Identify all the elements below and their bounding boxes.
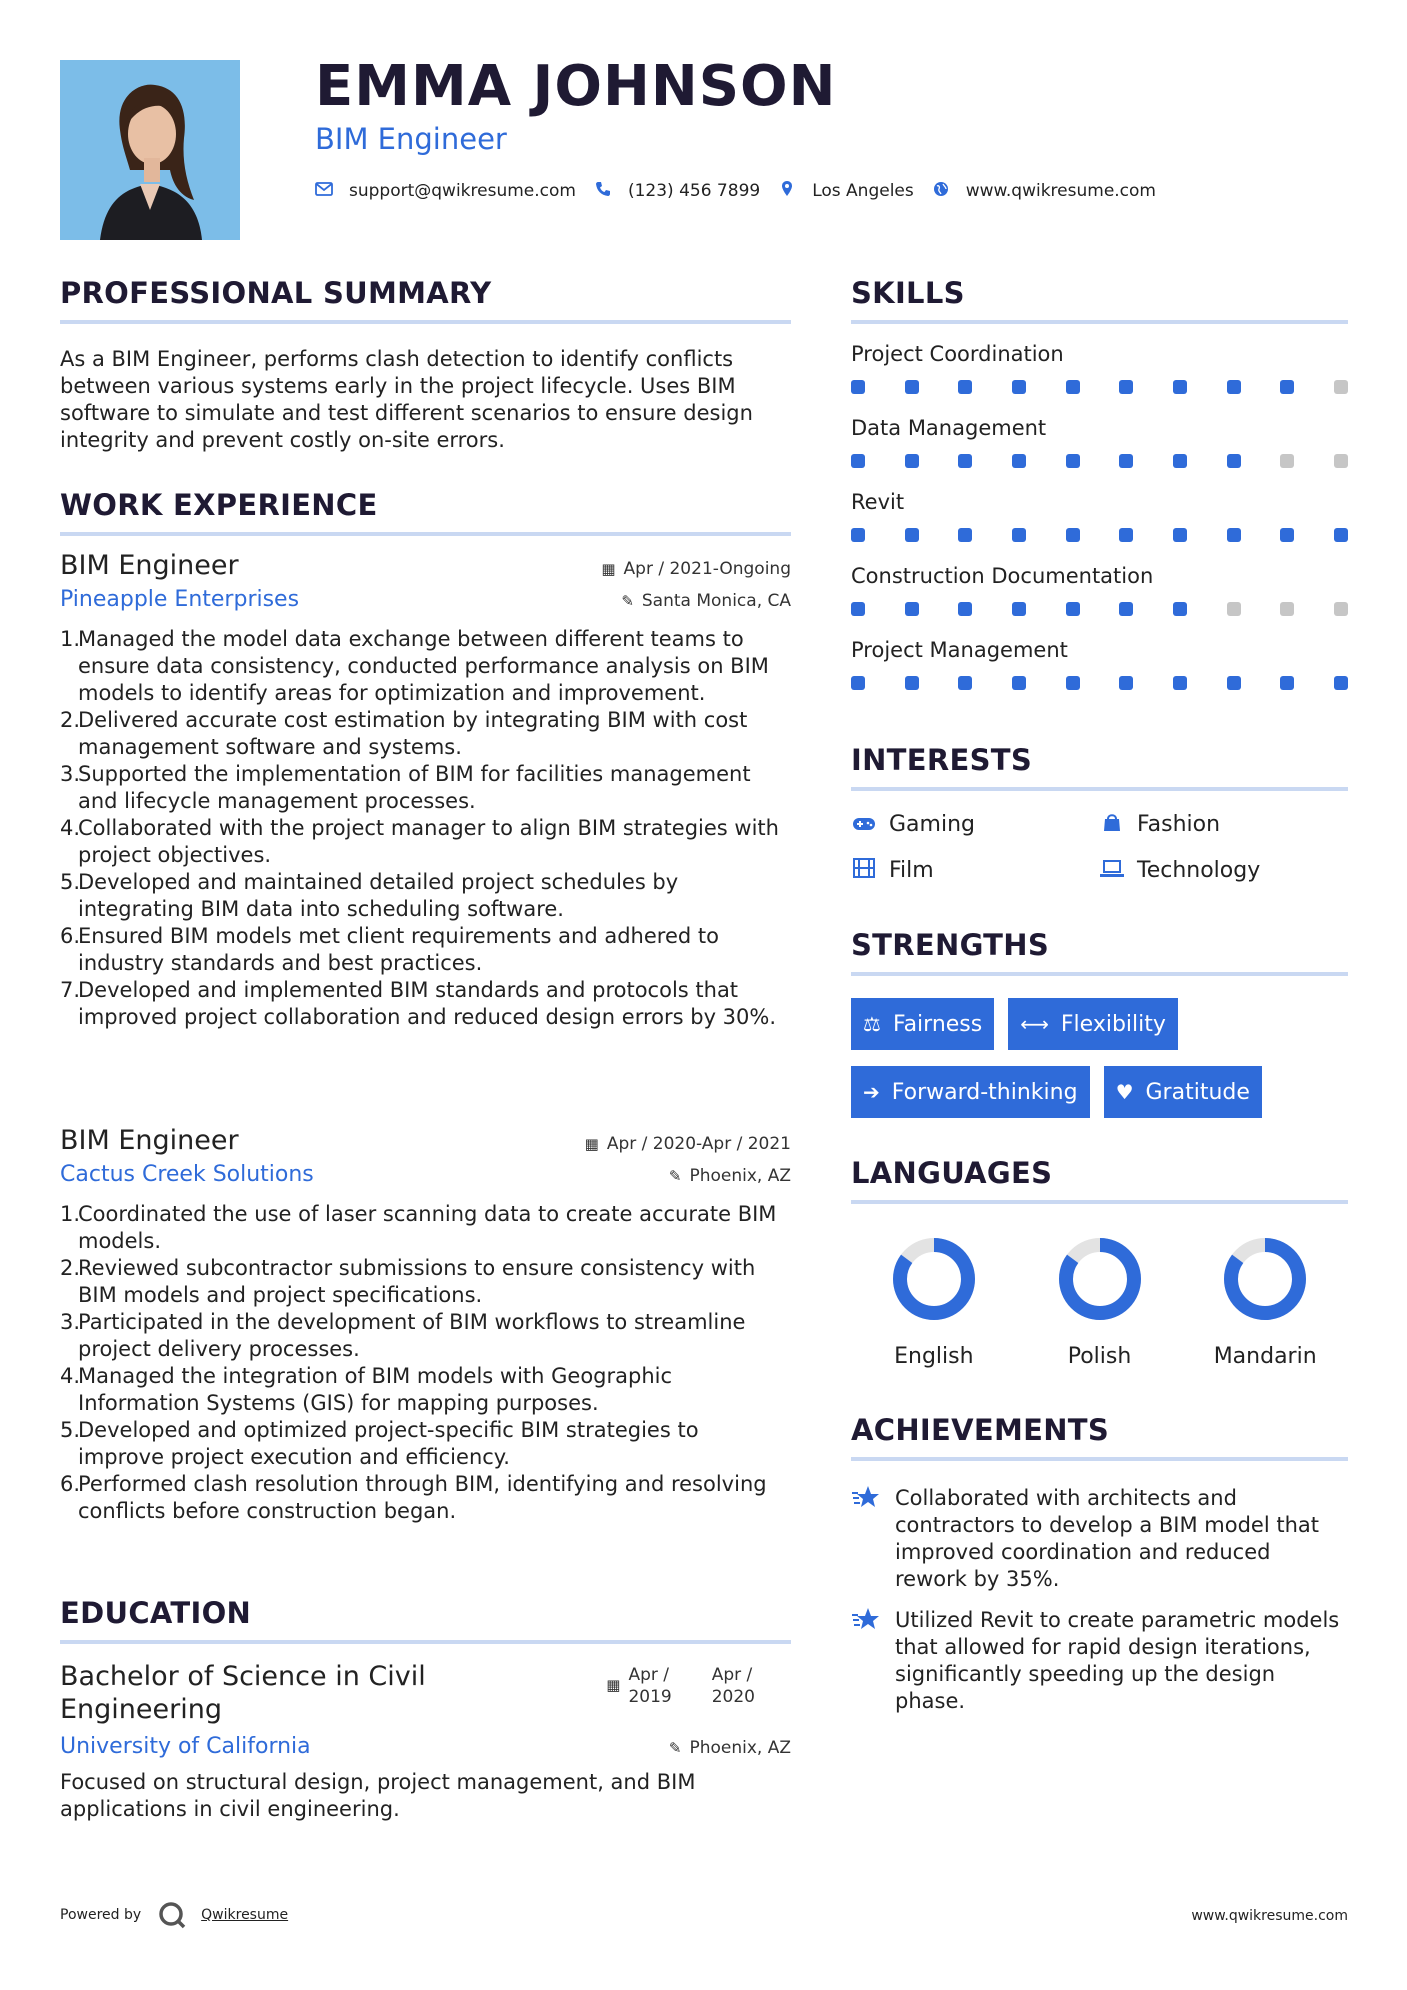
- skill-dot-filled: [905, 380, 919, 394]
- skill-rating: [851, 380, 1348, 400]
- envelope-icon: [315, 181, 333, 201]
- candidate-name: EMMA JOHNSON: [315, 54, 837, 119]
- skill-dot-filled: [1227, 528, 1241, 542]
- calendar-icon: ▦: [601, 560, 616, 578]
- section-divider: [851, 1200, 1348, 1204]
- skill-dot-empty: [1280, 602, 1294, 616]
- list-item: 1. Coordinated the use of laser scanning data to create accurate BIM models.: [60, 1202, 777, 1253]
- arrows-horizontal-icon: ⟷: [1020, 1012, 1049, 1036]
- achievement-item: [851, 1607, 1348, 1715]
- skill-dot-empty: [1334, 380, 1348, 394]
- skill-dot-filled: [905, 528, 919, 542]
- skill-dot-filled: [851, 602, 865, 616]
- calendar-icon: ▦: [606, 1676, 621, 1694]
- skill-dot-filled: [1227, 454, 1241, 468]
- skill-dot-filled: [1227, 676, 1241, 690]
- education-location: Phoenix, AZ: [689, 1738, 791, 1758]
- list-item: 3. Participated in the development of BIM workflows to streamline project delivery processes.: [60, 1310, 746, 1361]
- languages-section: [851, 1156, 1348, 1369]
- interest-item: [851, 811, 1099, 838]
- powered-by-text: Powered by: [60, 1907, 142, 1923]
- skill-dot-filled: [905, 676, 919, 690]
- skill-item: [851, 564, 1348, 622]
- strength-label: Flexibility: [1060, 1011, 1166, 1037]
- experience-heading: WORK EXPERIENCE: [60, 488, 378, 522]
- strength-label: Fairness: [892, 1011, 983, 1037]
- interests-heading: INTERESTS: [851, 743, 1033, 777]
- language-proficiency-ring: [889, 1234, 979, 1324]
- language-proficiency-ring: [1055, 1234, 1145, 1324]
- contact-phone[interactable]: (123) 456 7899: [627, 181, 761, 201]
- balance-scale-icon: ⚖: [863, 1012, 881, 1036]
- section-divider: [851, 320, 1348, 324]
- language-proficiency-ring: [1220, 1234, 1310, 1324]
- language-name: Mandarin: [1213, 1344, 1317, 1369]
- skill-item: [851, 342, 1348, 400]
- section-divider: [851, 1457, 1348, 1461]
- summary-heading: PROFESSIONAL SUMMARY: [60, 276, 492, 310]
- skill-dot-filled: [1066, 454, 1080, 468]
- skill-dot-filled: [1227, 380, 1241, 394]
- pushpin-icon: ✎: [621, 592, 634, 610]
- section-divider: [851, 787, 1348, 791]
- candidate-title: BIM Engineer: [315, 122, 507, 156]
- job-bullets: [60, 626, 791, 1031]
- footer-powered-by: [60, 1900, 288, 1930]
- job-company[interactable]: Pineapple Enterprises: [60, 587, 300, 612]
- summary-text: As a BIM Engineer, performs clash detection to identify conflicts between various systems early in the project lifecycle. Uses BIM software to simulate and test different scenarios to ensure design integrity and prevent costly on-site errors.: [60, 347, 753, 452]
- skill-dot-filled: [851, 528, 865, 542]
- list-item: 2. Reviewed subcontractor submissions to ensure consistency with BIM models and project specifications.: [60, 1256, 756, 1307]
- skill-dot-filled: [1280, 676, 1294, 690]
- skill-dot-filled: [1280, 528, 1294, 542]
- achievement-text: Utilized Revit to create parametric models that allowed for rapid design iterations, significantly speeding up the design phase.: [895, 1608, 1340, 1713]
- list-item: 7. Developed and implemented BIM standards and protocols that improved project collaboration and reduced design errors by 30%.: [60, 978, 777, 1029]
- job-bullets: [60, 1201, 791, 1525]
- list-item: 5. Developed and optimized project-specific BIM strategies to improve project execution and efficiency.: [60, 1418, 699, 1469]
- list-item: 1. Managed the model data exchange between different teams to ensure data consistency, conducted performance analysis on BIM models to identify areas for optimization and improvement.: [60, 627, 769, 705]
- skill-name: Construction Documentation: [851, 564, 1154, 588]
- skills-heading: SKILLS: [851, 276, 965, 310]
- skill-name: Revit: [851, 490, 905, 514]
- pushpin-icon: ✎: [668, 1167, 682, 1185]
- skill-rating: [851, 676, 1348, 696]
- job-location: Santa Monica, CA: [641, 591, 791, 611]
- strength-tag: [1008, 998, 1178, 1050]
- shopping-bag-icon: [1099, 811, 1125, 838]
- skill-item: [851, 416, 1348, 474]
- achievement-item: [851, 1485, 1348, 1593]
- section-divider: [60, 532, 791, 536]
- section-divider: [851, 972, 1348, 976]
- achievements-heading: ACHIEVEMENTS: [851, 1413, 1110, 1447]
- contact-location: Los Angeles: [812, 181, 914, 201]
- experience-section: [60, 488, 791, 536]
- strength-tag: [851, 1066, 1090, 1118]
- skill-dot-empty: [1227, 602, 1241, 616]
- languages-list: [851, 1234, 1348, 1369]
- interest-label: Gaming: [889, 812, 975, 837]
- skill-dot-filled: [1066, 528, 1080, 542]
- language-item: [851, 1234, 1017, 1369]
- section-divider: [60, 1640, 791, 1644]
- skill-dot-filled: [958, 528, 972, 542]
- phone-icon: [594, 181, 612, 202]
- skill-dot-filled: [851, 676, 865, 690]
- section-divider: [60, 320, 791, 324]
- skill-dot-filled: [1119, 454, 1133, 468]
- skill-dot-filled: [905, 602, 919, 616]
- contact-bar: [315, 180, 1174, 202]
- degree-title: Bachelor of Science in Civil Engineering: [60, 1661, 426, 1725]
- profile-photo: [60, 60, 240, 240]
- skill-dot-empty: [1334, 454, 1348, 468]
- job-entry: [60, 1125, 791, 1525]
- skill-dot-filled: [1012, 602, 1026, 616]
- film-icon: [851, 858, 877, 883]
- language-name: English: [894, 1344, 974, 1369]
- achievement-text: Collaborated with architects and contractors to develop a BIM model that improved coordination and reduced rework by 35%.: [895, 1486, 1320, 1591]
- skill-dot-filled: [958, 380, 972, 394]
- skill-rating: [851, 454, 1348, 474]
- job-title: BIM Engineer: [60, 1125, 239, 1156]
- job-dates: Apr / 2020-Apr / 2021: [606, 1134, 791, 1154]
- map-pin-icon: [778, 180, 796, 202]
- skill-dot-filled: [1012, 454, 1026, 468]
- list-item: 6. Performed clash resolution through BIM, identifying and resolving conflicts before construction began.: [60, 1472, 767, 1523]
- skill-dot-filled: [1119, 528, 1133, 542]
- skill-rating: [851, 528, 1348, 548]
- skill-item: [851, 490, 1348, 548]
- skill-dot-filled: [1280, 380, 1294, 394]
- skill-dot-filled: [1334, 528, 1348, 542]
- list-item: 3. Supported the implementation of BIM for facilities management and lifecycle management processes.: [60, 762, 751, 813]
- skill-rating: [851, 602, 1348, 622]
- heart-icon: ♥: [1115, 1080, 1134, 1104]
- job-company[interactable]: Cactus Creek Solutions: [60, 1162, 314, 1187]
- interests-section: [851, 743, 1348, 883]
- language-item: [1182, 1234, 1348, 1369]
- summary-section: [60, 276, 791, 454]
- achievements-section: [851, 1413, 1348, 1715]
- job-dates: Apr / 2021-Ongoing: [623, 559, 791, 579]
- interest-item: [1099, 858, 1347, 883]
- profile-photo-image: [60, 60, 240, 240]
- interest-label: Fashion: [1137, 812, 1221, 837]
- skill-dot-filled: [958, 454, 972, 468]
- contact-website[interactable]: www.qwikresume.com: [965, 181, 1156, 201]
- list-item: 2. Delivered accurate cost estimation by integrating BIM with cost management software and systems.: [60, 708, 748, 759]
- language-name: Polish: [1067, 1344, 1132, 1369]
- contact-email[interactable]: support@qwikresume.com: [349, 181, 576, 201]
- skills-list: [851, 342, 1348, 696]
- skill-dot-filled: [1066, 676, 1080, 690]
- skill-dot-filled: [1012, 676, 1026, 690]
- strength-label: Forward-thinking: [891, 1079, 1078, 1105]
- strength-label: Gratitude: [1145, 1079, 1250, 1105]
- skill-dot-filled: [958, 602, 972, 616]
- languages-heading: LANGUAGES: [851, 1156, 1053, 1190]
- skill-dot-filled: [1173, 676, 1187, 690]
- laptop-icon: [1099, 859, 1125, 883]
- strengths-section: [851, 928, 1348, 1118]
- skills-section: [851, 276, 1348, 696]
- strength-tag: [1104, 1066, 1262, 1118]
- skill-dot-filled: [851, 380, 865, 394]
- arrow-right-icon: ➔: [863, 1080, 880, 1104]
- skill-dot-filled: [1334, 676, 1348, 690]
- interest-label: Technology: [1137, 858, 1261, 883]
- job-title: BIM Engineer: [60, 550, 239, 581]
- education-section: [60, 1596, 791, 1823]
- job-location: Phoenix, AZ: [689, 1166, 791, 1186]
- skill-dot-filled: [1173, 380, 1187, 394]
- gamepad-icon: [851, 813, 877, 837]
- job-entry: [60, 550, 791, 1031]
- star-icon: [851, 1607, 881, 1715]
- skill-item: [851, 638, 1348, 696]
- qwikresume-link[interactable]: Qwikresume: [201, 1907, 289, 1923]
- globe-icon: [932, 181, 950, 202]
- skill-dot-filled: [1012, 528, 1026, 542]
- calendar-icon: ▦: [584, 1135, 599, 1153]
- skill-dot-filled: [851, 454, 865, 468]
- skill-name: Data Management: [851, 416, 1047, 440]
- school-name[interactable]: University of California: [60, 1734, 311, 1759]
- skill-dot-empty: [1280, 454, 1294, 468]
- interest-item: [1099, 811, 1347, 838]
- star-icon: [851, 1485, 881, 1593]
- skill-dot-filled: [905, 454, 919, 468]
- skill-dot-filled: [1173, 454, 1187, 468]
- skill-dot-filled: [1066, 380, 1080, 394]
- interest-item: [851, 858, 1099, 883]
- skill-dot-filled: [1173, 528, 1187, 542]
- list-item: 5. Developed and maintained detailed project schedules by integrating BIM data into scheduling software.: [60, 870, 679, 921]
- list-item: 4. Managed the integration of BIM models with Geographic Information Systems (GIS) for mapping purposes.: [60, 1364, 673, 1415]
- list-item: 6. Ensured BIM models met client requirements and adhered to industry standards and best practices.: [60, 924, 719, 975]
- skill-name: Project Coordination: [851, 342, 1064, 366]
- strengths-heading: STRENGTHS: [851, 928, 1050, 962]
- language-item: [1017, 1234, 1183, 1369]
- skill-dot-filled: [958, 676, 972, 690]
- skill-dot-filled: [1119, 380, 1133, 394]
- qwikresume-logo-icon: [157, 1900, 187, 1930]
- footer-website[interactable]: www.qwikresume.com: [1191, 1908, 1348, 1924]
- skill-dot-filled: [1173, 602, 1187, 616]
- list-item: 4. Collaborated with the project manager to align BIM strategies with project objectives.: [60, 816, 779, 867]
- skill-dot-filled: [1119, 602, 1133, 616]
- skill-dot-filled: [1066, 602, 1080, 616]
- education-dates: ▦ Apr / 2019 Apr / 2020: [606, 1664, 755, 1726]
- skill-dot-filled: [1119, 676, 1133, 690]
- education-heading: EDUCATION: [60, 1596, 252, 1630]
- education-description: Focused on structural design, project management, and BIM applications in civil engineering.: [60, 1770, 696, 1821]
- pushpin-icon: ✎: [668, 1739, 682, 1757]
- skill-name: Project Management: [851, 638, 1068, 662]
- skill-dot-empty: [1334, 602, 1348, 616]
- strength-tag: [851, 998, 994, 1050]
- interest-label: Film: [889, 858, 934, 883]
- skill-dot-filled: [1012, 380, 1026, 394]
